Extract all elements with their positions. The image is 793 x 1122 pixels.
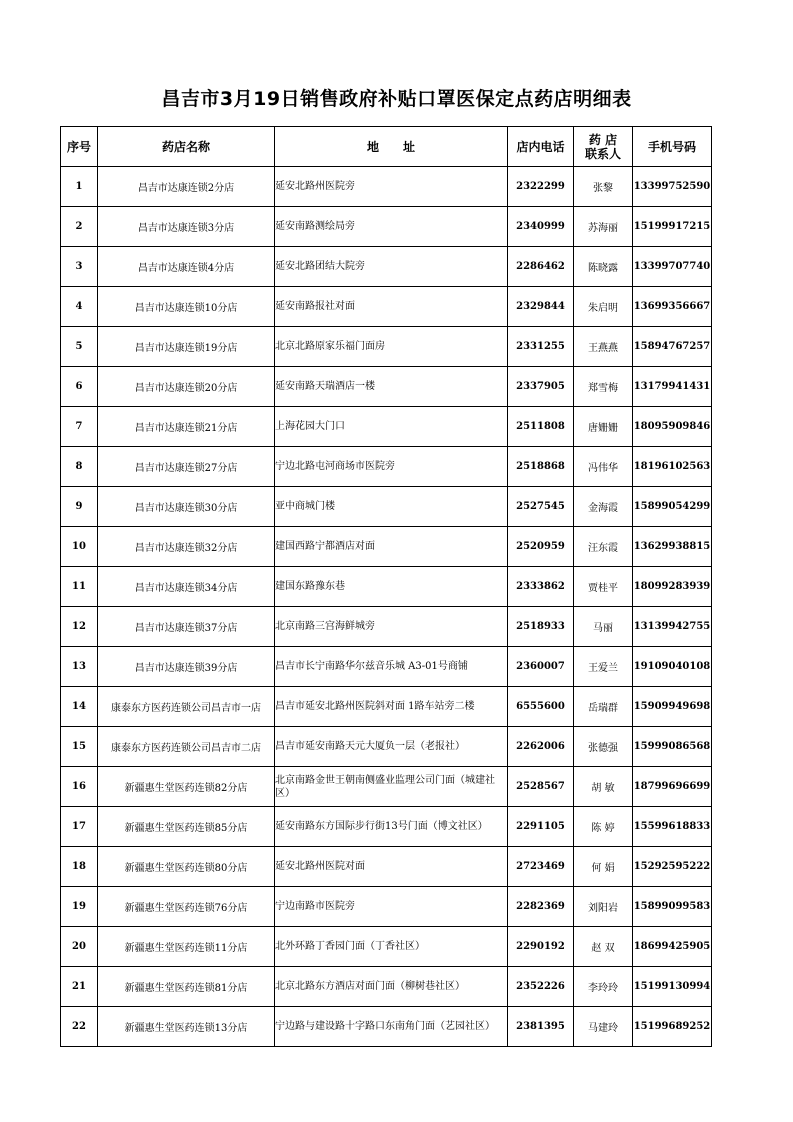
pharmacy-address: 宁边南路市医院旁 — [275, 887, 508, 927]
header-contact-line2: 联系人 — [584, 146, 621, 161]
page-title: 昌吉市3月19日销售政府补贴口罩医保定点药店明细表 — [161, 88, 632, 110]
pharmacy-address: 北京南路三宫海鲜城旁 — [275, 607, 508, 647]
table-row — [61, 367, 712, 407]
pharmacy-address: 延安北路州医院对面 — [275, 847, 508, 887]
pharmacy-address: 宁边路与建设路十字路口东南角门面（艺园社区） — [275, 1007, 508, 1047]
pharmacy-address: 延安北路团结大院旁 — [275, 247, 508, 287]
row-index: 20 — [61, 927, 98, 967]
pharmacy-address: 延安南路测绘局旁 — [275, 207, 508, 247]
contact-person: 陈 婷 — [574, 807, 633, 847]
pharmacy-address: 建国东路豫东巷 — [275, 567, 508, 607]
pharmacy-address: 延安南路天瑞酒店一楼 — [275, 367, 508, 407]
pharmacy-name: 新疆惠生堂医药连锁13分店 — [98, 1007, 275, 1047]
contact-person: 马建玲 — [574, 1007, 633, 1047]
table-row — [61, 727, 712, 767]
table-row — [61, 887, 712, 927]
table-row — [61, 407, 712, 447]
store-phone: 2282369 — [508, 887, 574, 927]
pharmacy-address: 昌吉市延安北路州医院斜对面 1路车站旁二楼 — [275, 687, 508, 727]
store-phone: 2322299 — [508, 167, 574, 207]
store-phone: 2528567 — [508, 767, 574, 807]
mobile-number: 18699425905 — [633, 927, 712, 967]
pharmacy-name: 康泰东方医药连锁公司昌吉市二店 — [98, 727, 275, 767]
mobile-number: 15894767257 — [633, 327, 712, 367]
row-index: 15 — [61, 727, 98, 767]
contact-person: 郑雪梅 — [574, 367, 633, 407]
table-row — [61, 287, 712, 327]
pharmacy-name: 昌吉市达康连锁34分店 — [98, 567, 275, 607]
mobile-number: 15199130994 — [633, 967, 712, 1007]
mobile-number: 13399752590 — [633, 167, 712, 207]
mobile-number: 15999086568 — [633, 727, 712, 767]
table-row — [61, 647, 712, 687]
table-header-row — [61, 127, 712, 167]
store-phone: 2381395 — [508, 1007, 574, 1047]
contact-person: 贾桂平 — [574, 567, 633, 607]
contact-person: 岳瑞群 — [574, 687, 633, 727]
mobile-number: 13179941431 — [633, 367, 712, 407]
pharmacy-name: 新疆惠生堂医药连锁85分店 — [98, 807, 275, 847]
pharmacy-address: 宁边北路屯河商场市医院旁 — [275, 447, 508, 487]
table-body — [61, 167, 712, 1047]
contact-person: 胡 敏 — [574, 767, 633, 807]
mobile-number: 13139942755 — [633, 607, 712, 647]
row-index: 1 — [61, 167, 98, 207]
row-index: 14 — [61, 687, 98, 727]
contact-person: 刘阳岩 — [574, 887, 633, 927]
table-row — [61, 807, 712, 847]
pharmacy-address: 北京南路金世王朝南侧盛业监理公司门面（城建社区） — [275, 767, 508, 807]
contact-person: 冯伟华 — [574, 447, 633, 487]
pharmacy-address: 昌吉市延安南路天元大厦负一层（老报社） — [275, 727, 508, 767]
mobile-number: 13629938815 — [633, 527, 712, 567]
contact-person: 张德强 — [574, 727, 633, 767]
store-phone: 2518868 — [508, 447, 574, 487]
store-phone: 6555600 — [508, 687, 574, 727]
header-index: 序号 — [61, 127, 98, 167]
pharmacy-name: 昌吉市达康连锁30分店 — [98, 487, 275, 527]
pharmacy-name: 昌吉市达康连锁20分店 — [98, 367, 275, 407]
store-phone: 2291105 — [508, 807, 574, 847]
store-phone: 2290192 — [508, 927, 574, 967]
store-phone: 2329844 — [508, 287, 574, 327]
pharmacy-name: 昌吉市达康连锁19分店 — [98, 327, 275, 367]
table-row — [61, 767, 712, 807]
row-index: 6 — [61, 367, 98, 407]
row-index: 13 — [61, 647, 98, 687]
table-row — [61, 847, 712, 887]
row-index: 9 — [61, 487, 98, 527]
pharmacy-address: 亚中商城门楼 — [275, 487, 508, 527]
row-index: 3 — [61, 247, 98, 287]
pharmacy-name: 新疆惠生堂医药连锁11分店 — [98, 927, 275, 967]
pharmacy-address: 建国西路宁都酒店对面 — [275, 527, 508, 567]
mobile-number: 15899054299 — [633, 487, 712, 527]
store-phone: 2511808 — [508, 407, 574, 447]
row-index: 5 — [61, 327, 98, 367]
pharmacy-name: 昌吉市达康连锁27分店 — [98, 447, 275, 487]
pharmacy-name: 昌吉市达康连锁2分店 — [98, 167, 275, 207]
header-tel: 店内电话 — [508, 127, 574, 167]
mobile-number: 15899099583 — [633, 887, 712, 927]
row-index: 2 — [61, 207, 98, 247]
mobile-number: 15199689252 — [633, 1007, 712, 1047]
contact-person: 王燕燕 — [574, 327, 633, 367]
pharmacy-name: 昌吉市达康连锁4分店 — [98, 247, 275, 287]
contact-person: 赵 双 — [574, 927, 633, 967]
mobile-number: 15909949698 — [633, 687, 712, 727]
row-index: 16 — [61, 767, 98, 807]
store-phone: 2331255 — [508, 327, 574, 367]
header-contact — [574, 127, 633, 167]
pharmacy-name: 昌吉市达康连锁3分店 — [98, 207, 275, 247]
store-phone: 2723469 — [508, 847, 574, 887]
pharmacy-name: 新疆惠生堂医药连锁76分店 — [98, 887, 275, 927]
pharmacy-address: 上海花园大门口 — [275, 407, 508, 447]
row-index: 10 — [61, 527, 98, 567]
pharmacy-table — [60, 126, 712, 1047]
row-index: 18 — [61, 847, 98, 887]
pharmacy-name: 昌吉市达康连锁32分店 — [98, 527, 275, 567]
table-row — [61, 687, 712, 727]
store-phone: 2286462 — [508, 247, 574, 287]
pharmacy-name: 新疆惠生堂医药连锁81分店 — [98, 967, 275, 1007]
table-row — [61, 327, 712, 367]
contact-person: 陈晓露 — [574, 247, 633, 287]
table-row — [61, 527, 712, 567]
pharmacy-name: 新疆惠生堂医药连锁80分店 — [98, 847, 275, 887]
header-address: 地 址 — [275, 127, 508, 167]
store-phone: 2518933 — [508, 607, 574, 647]
row-index: 11 — [61, 567, 98, 607]
contact-person: 马丽 — [574, 607, 633, 647]
pharmacy-name: 昌吉市达康连锁10分店 — [98, 287, 275, 327]
row-index: 4 — [61, 287, 98, 327]
row-index: 22 — [61, 1007, 98, 1047]
contact-person: 金海霞 — [574, 487, 633, 527]
contact-person: 何 娟 — [574, 847, 633, 887]
mobile-number: 15292595222 — [633, 847, 712, 887]
table-row — [61, 167, 712, 207]
pharmacy-address: 延安南路报社对面 — [275, 287, 508, 327]
row-index: 12 — [61, 607, 98, 647]
contact-person: 朱启明 — [574, 287, 633, 327]
mobile-number: 18196102563 — [633, 447, 712, 487]
table-row — [61, 247, 712, 287]
pharmacy-address: 北京北路东方酒店对面门面（柳树巷社区） — [275, 967, 508, 1007]
mobile-number: 18095909846 — [633, 407, 712, 447]
store-phone: 2337905 — [508, 367, 574, 407]
table-row — [61, 967, 712, 1007]
table-row — [61, 487, 712, 527]
pharmacy-name: 昌吉市达康连锁21分店 — [98, 407, 275, 447]
contact-person: 汪东霞 — [574, 527, 633, 567]
store-phone: 2520959 — [508, 527, 574, 567]
header-mobile: 手机号码 — [633, 127, 712, 167]
row-index: 8 — [61, 447, 98, 487]
mobile-number: 13399707740 — [633, 247, 712, 287]
pharmacy-name: 昌吉市达康连锁37分店 — [98, 607, 275, 647]
pharmacy-address: 昌吉市长宁南路华尔兹音乐城 A3-01号商铺 — [275, 647, 508, 687]
table-row — [61, 1007, 712, 1047]
pharmacy-address: 北京北路原家乐福门面房 — [275, 327, 508, 367]
header-contact-line1: 药 店 — [588, 132, 618, 147]
pharmacy-address: 延安北路州医院旁 — [275, 167, 508, 207]
row-index: 19 — [61, 887, 98, 927]
mobile-number: 15199917215 — [633, 207, 712, 247]
contact-person: 苏海丽 — [574, 207, 633, 247]
contact-person: 唐姗姗 — [574, 407, 633, 447]
pharmacy-address: 延安南路东方国际步行街13号门面（博文社区） — [275, 807, 508, 847]
mobile-number: 13699356667 — [633, 287, 712, 327]
header-name: 药店名称 — [98, 127, 275, 167]
contact-person: 王爱兰 — [574, 647, 633, 687]
pharmacy-name: 新疆惠生堂医药连锁82分店 — [98, 767, 275, 807]
store-phone: 2527545 — [508, 487, 574, 527]
store-phone: 2360007 — [508, 647, 574, 687]
mobile-number: 15599618833 — [633, 807, 712, 847]
table-row — [61, 567, 712, 607]
table-row — [61, 607, 712, 647]
pharmacy-address: 北外环路丁香园门面（丁香社区） — [275, 927, 508, 967]
row-index: 7 — [61, 407, 98, 447]
store-phone: 2333862 — [508, 567, 574, 607]
table-row — [61, 447, 712, 487]
mobile-number: 19109040108 — [633, 647, 712, 687]
mobile-number: 18799696699 — [633, 767, 712, 807]
pharmacy-name: 昌吉市达康连锁39分店 — [98, 647, 275, 687]
pharmacy-name: 康泰东方医药连锁公司昌吉市一店 — [98, 687, 275, 727]
row-index: 17 — [61, 807, 98, 847]
store-phone: 2340999 — [508, 207, 574, 247]
mobile-number: 18099283939 — [633, 567, 712, 607]
contact-person: 李玲玲 — [574, 967, 633, 1007]
store-phone: 2262006 — [508, 727, 574, 767]
contact-person: 张黎 — [574, 167, 633, 207]
row-index: 21 — [61, 967, 98, 1007]
table-row — [61, 927, 712, 967]
table-row — [61, 207, 712, 247]
store-phone: 2352226 — [508, 967, 574, 1007]
